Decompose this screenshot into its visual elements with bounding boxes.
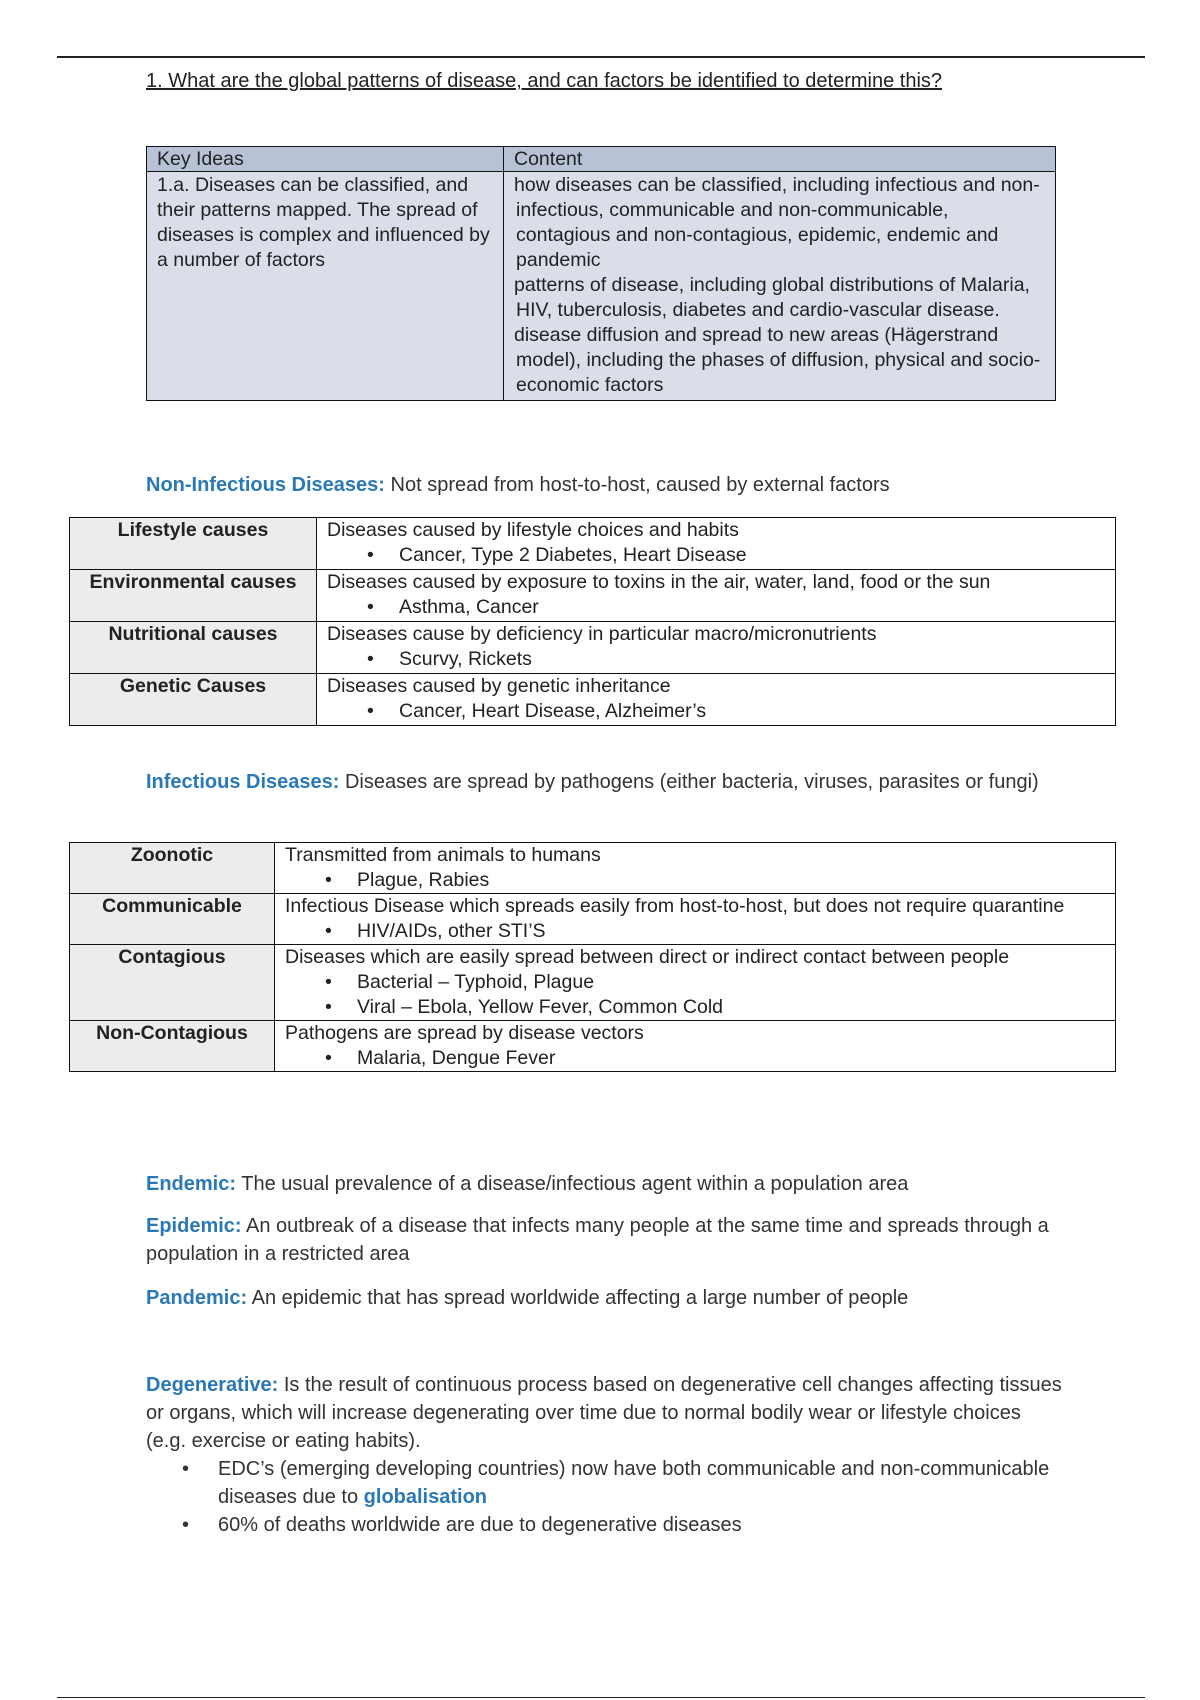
degenerative-definition: [146, 1371, 1066, 1455]
bottom-rule: [57, 1697, 1145, 1698]
table-row: [70, 518, 1116, 570]
term-cell: Non-Contagious: [70, 1021, 275, 1072]
pandemic-text: An epidemic that has spread worldwide affecting a large number of people: [251, 1287, 909, 1309]
desc-cell: [275, 1021, 1116, 1072]
degenerative-bullets: [146, 1455, 1066, 1539]
desc-cell: [275, 894, 1116, 945]
bullet-item: • 60% of deaths worldwide are due to degenerative diseases: [146, 1511, 1066, 1539]
content-cell: [504, 172, 1056, 401]
bullet-item: • Viral – Ebola, Yellow Fever, Common Cold: [285, 995, 1105, 1020]
bullet-item: [146, 1455, 1066, 1511]
pandemic-definition: [146, 1284, 1076, 1312]
pandemic-term: Pandemic:: [146, 1287, 248, 1309]
bullet-item: • Scurvy, Rickets: [327, 647, 1105, 672]
top-rule: [57, 56, 1145, 58]
non-infectious-table: [69, 517, 1116, 726]
table-row: [70, 622, 1116, 674]
table-row: [70, 1021, 1116, 1072]
bullet-item: • Plague, Rabies: [285, 868, 1105, 893]
term-cell: Communicable: [70, 894, 275, 945]
degenerative-text: Is the result of continuous process based on degenerative cell changes affecting tissues or organs, which will increase degenerating over time due to normal bodily wear or lifestyle choices (e.g. exercise or eating habits).: [146, 1374, 1062, 1452]
infectious-title: Infectious Diseases:: [146, 771, 340, 793]
desc-text: Diseases caused by genetic inheritance: [327, 675, 671, 697]
desc-text: Infectious Disease which spreads easily from host-to-host, but does not require quarantine: [285, 895, 1065, 917]
desc-text: Diseases which are easily spread between direct or indirect contact between people: [285, 946, 1010, 968]
table-row: [70, 945, 1116, 1021]
desc-cell: [317, 518, 1116, 570]
degenerative-term: Degenerative:: [146, 1374, 279, 1396]
non-infectious-title: Non-Infectious Diseases:: [146, 474, 385, 496]
bullet-item: • Asthma, Cancer: [327, 595, 1105, 620]
term-cell: Zoonotic: [70, 843, 275, 894]
epidemic-definition: [146, 1212, 1076, 1268]
non-infectious-text: Not spread from host-to-host, caused by external factors: [390, 474, 890, 496]
desc-cell: [317, 622, 1116, 674]
endemic-term: Endemic:: [146, 1173, 237, 1195]
bullet-item: • Cancer, Type 2 Diabetes, Heart Disease: [327, 543, 1105, 568]
table-row: [70, 894, 1116, 945]
bullet-item: • Bacterial – Typhoid, Plague: [285, 970, 1105, 995]
question-heading: 1. What are the global patterns of disease, and can factors be identified to determine this?: [146, 70, 943, 92]
table-row: [70, 674, 1116, 726]
bullet-item: • HIV/AIDs, other STI’S: [285, 919, 1105, 944]
term-cell: Genetic Causes: [70, 674, 317, 726]
desc-text: Transmitted from animals to humans: [285, 844, 601, 866]
infectious-text: Diseases are spread by pathogens (either bacteria, viruses, parasites or fungi): [344, 771, 1039, 793]
term-cell: Nutritional causes: [70, 622, 317, 674]
term-cell: Contagious: [70, 945, 275, 1021]
table-row: [70, 570, 1116, 622]
bullet-text: EDC’s (emerging developing countries) now have both communicable and non-communicable diseases due to: [218, 1458, 1050, 1508]
bullet-item: • Cancer, Heart Disease, Alzheimer’s: [327, 699, 1105, 724]
infectious-table: [69, 842, 1116, 1072]
content-item: patterns of disease, including global distributions of Malaria, HIV, tuberculosis, diabetes and cardio-vascular disease.: [514, 274, 1030, 321]
header-key-ideas: Key Ideas: [147, 147, 504, 172]
content-item: disease diffusion and spread to new areas (Hägerstrand model), including the phases of diffusion, physical and socio-economic factors: [514, 324, 1041, 396]
desc-cell: [317, 674, 1116, 726]
endemic-text: The usual prevalence of a disease/infectious agent within a population area: [241, 1173, 909, 1195]
key-ideas-table: [146, 146, 1056, 401]
term-cell: Lifestyle causes: [70, 518, 317, 570]
header-content: Content: [504, 147, 1056, 172]
infectious-heading: [146, 768, 1076, 796]
non-infectious-heading: [146, 471, 1106, 499]
desc-text: Diseases cause by deficiency in particular macro/micronutrients: [327, 623, 877, 645]
globalisation-highlight: globalisation: [363, 1486, 488, 1508]
term-cell: Environmental causes: [70, 570, 317, 622]
desc-cell: [317, 570, 1116, 622]
content-item: how diseases can be classified, including infectious and non-infectious, communicable and non-communicable, contagious and non-contagious, epidemic, endemic and pandemic: [514, 174, 1040, 271]
bullet-item: • Malaria, Dengue Fever: [285, 1046, 1105, 1071]
desc-text: Diseases caused by lifestyle choices and habits: [327, 519, 739, 541]
epidemic-term: Epidemic:: [146, 1215, 242, 1237]
table-row: [70, 843, 1116, 894]
desc-cell: [275, 843, 1116, 894]
desc-cell: [275, 945, 1116, 1021]
epidemic-text: An outbreak of a disease that infects many people at the same time and spreads through a population in a restricted area: [146, 1215, 1049, 1265]
desc-text: Diseases caused by exposure to toxins in the air, water, land, food or the sun: [327, 571, 991, 593]
desc-text: Pathogens are spread by disease vectors: [285, 1022, 644, 1044]
endemic-definition: [146, 1170, 1076, 1198]
key-idea-cell: 1.a. Diseases can be classified, and their patterns mapped. The spread of diseases is complex and influenced by a number of factors: [147, 172, 504, 401]
